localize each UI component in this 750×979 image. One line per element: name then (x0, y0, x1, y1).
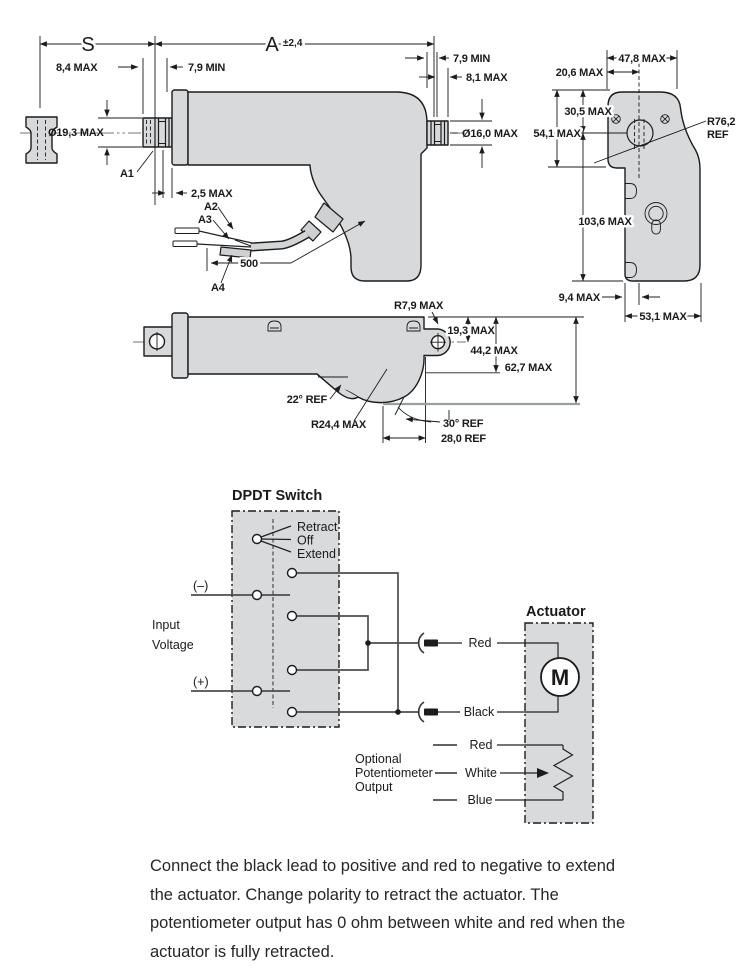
dim-label-a: A (265, 34, 279, 56)
toggle-position-retract: Retract (297, 520, 338, 534)
actuator-title: Actuator (526, 604, 586, 620)
dim-label-r762-ref: REF (707, 129, 729, 141)
dim-label-94-max: 9,4 MAX (558, 292, 600, 304)
dim-label-81-max: 8,1 MAX (466, 72, 508, 84)
dim-label-442-max: 44,2 MAX (470, 345, 518, 357)
pot-output-label-2: Potentiometer (355, 766, 433, 780)
pot-output-label-3: Output (355, 780, 393, 794)
end-view-silhouette (608, 92, 700, 281)
label-a4: A4 (211, 282, 225, 294)
dim-label-30-ref: 30° REF (443, 418, 484, 430)
lead-label-red: Red (468, 636, 492, 650)
toggle-position-extend: Extend (297, 547, 336, 561)
terminal-positive (253, 687, 262, 696)
pot-label-white: White (465, 766, 497, 780)
dim-label-dia-193: Ø19,3 MAX (48, 127, 104, 139)
dim-label-s: S (81, 34, 95, 56)
piston-rod-right (427, 121, 448, 145)
dim-label-cable-500: 500 (240, 258, 258, 270)
terminal-1 (288, 569, 297, 578)
label-a3: A3 (198, 214, 212, 226)
label-a2: A2 (204, 201, 218, 213)
dim-label-25-max: 2,5 MAX (191, 188, 233, 200)
dpdt-switch-title: DPDT Switch (232, 488, 323, 504)
negative-label: (–) (193, 579, 209, 593)
dim-label-305-max: 30,5 MAX (564, 106, 612, 118)
dim-label-r244-max: R24,4 MAX (311, 419, 367, 431)
pot-label-red: Red (469, 738, 493, 752)
pot-output-label-1: Optional (355, 752, 402, 766)
motor-label: M (550, 665, 570, 690)
dim-label-531-max: 53,1 MAX (639, 311, 687, 323)
front-plate (172, 313, 188, 378)
input-voltage-label-2: Voltage (152, 638, 194, 652)
toggle-position-off: Off (297, 533, 314, 548)
dim-label-r762: R76,2 (707, 116, 736, 128)
positive-label: (+) (193, 675, 209, 689)
actuator-box (525, 623, 593, 823)
dim-label-627-max: 62,7 MAX (504, 362, 552, 374)
terminal-2 (288, 612, 297, 621)
lead-label-black: Black (463, 705, 495, 719)
dim-label-193-max: 19,3 MAX (447, 325, 495, 337)
terminal-negative (253, 591, 262, 600)
dim-label-22-ref: 22° REF (286, 394, 327, 406)
wiring-diagram (152, 488, 593, 823)
clevis (144, 327, 176, 356)
dim-label-478-max: 47,8 MAX (618, 53, 666, 65)
dpdt-switch-box (232, 511, 339, 727)
rod-end-part (26, 117, 57, 163)
dim-label-1036-max: 103,6 MAX (578, 216, 632, 228)
dim-label-r79-max: R7,9 MAX (394, 300, 444, 312)
description-text: Connect the black lead to positive and red to negative to extend the actuator. Change polarity to retract the actuator. The potentiometer output has 0 ohm between white and red when the actuator is fully retracted. (150, 857, 626, 961)
input-voltage-label-1: Input (152, 618, 180, 632)
dim-label-280-ref: 28,0 REF (441, 433, 486, 445)
dim-label-84-max: 8,4 MAX (56, 62, 98, 74)
connector-red (419, 633, 438, 653)
dim-label-dia-160: Ø16,0 MAX (462, 128, 518, 140)
pot-label-blue: Blue (467, 793, 493, 807)
side-view (20, 34, 519, 294)
terminal-3 (288, 666, 297, 675)
connector-black (419, 702, 438, 722)
label-a1: A1 (120, 168, 134, 180)
cable-assembly (173, 203, 343, 258)
dim-label-206-max: 20,6 MAX (555, 67, 603, 79)
dim-label-541-max: 54,1 MAX (533, 128, 581, 140)
piston-rod-left (143, 118, 172, 147)
dim-label-79-min-left: 7,9 MIN (188, 62, 226, 74)
end-view (533, 50, 735, 323)
dim-label-79-min-right: 7,9 MIN (453, 53, 491, 65)
profile-view (133, 300, 584, 445)
profile-body (188, 317, 450, 403)
front-plate (172, 90, 188, 165)
terminal-4 (288, 708, 297, 717)
dim-label-a-tolerance: ±2,4 (283, 38, 303, 49)
